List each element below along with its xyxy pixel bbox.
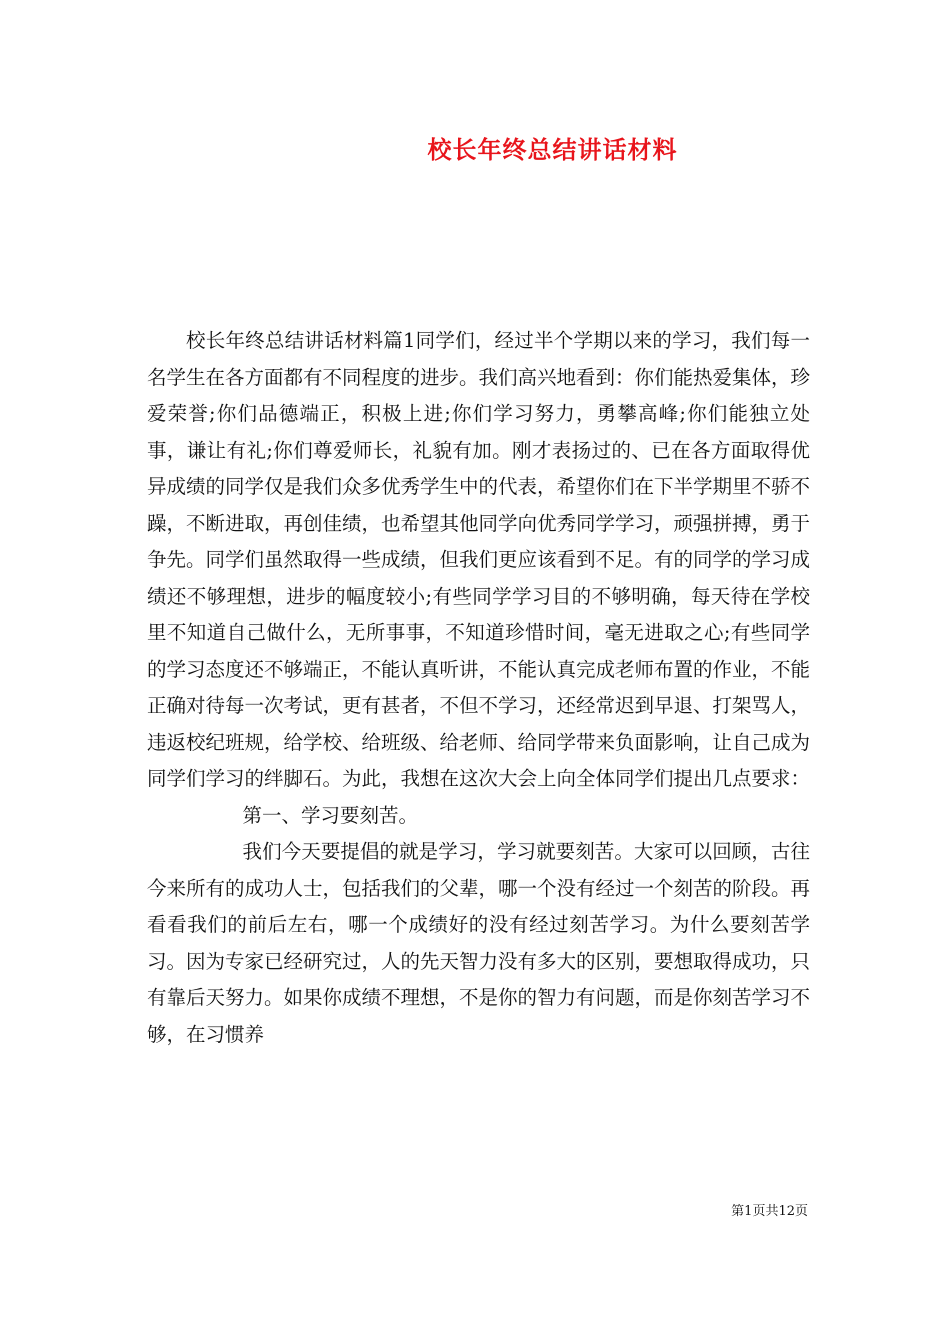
body-paragraph-2: 我们今天要提倡的就是学习，学习就要刻苦。大家可以回顾，古往今来所有的成功人士，包括我们的父辈，哪一个没有经过一个刻苦的阶段。再看看我们的前后左右，哪一个成绩好的没有经过刻苦学习。为什么要刻苦学习。因为专家已经研究过，人的先天智力没有多大的区别，要想取得成功，只有靠后天努力。如果你成绩不理想，不是你的智力有问题，而是你刻苦学习不够，在习惯养	[147, 840, 811, 1046]
document-body	[147, 323, 810, 1053]
body-paragraph-1: 校长年终总结讲话材料篇1同学们，经过半个学期以来的学习，我们每一名学生在各方面都有不同程度的进步。我们高兴地看到：你们能热爱集体，珍爱荣誉;你们品德端正，积极上进;你们学习努力，勇攀高峰;你们能独立处事，谦让有礼;你们尊爱师长，礼貌有加。刚才表扬过的、已在各方面取得优异成绩的同学仅是我们众多优秀学生中的代表，希望你们在下半学期里不骄不躁，不断进取，再创佳绩，也希望其他同学向优秀同学学习，顽强拼搏，勇于争先。同学们虽然取得一些成绩，但我们更应该看到不足。有的同学的学习成绩还不够理想，进步的幅度较小;有些同学学习目的不够明确，每天待在学校里不知道自己做什么，无所事事，不知道珍惜时间，毫无进取之心;有些同学的学习态度还不够端正，不能认真听讲，不能认真完成老师布置的作业，不能正确对待每一次考试，更有甚者，不但不学习，还经常迟到早退、打架骂人，违返校纪班规，给学校、给班级、给老师、给同学带来负面影响，让自己成为同学们学习的绊脚石。为此，我想在这次大会上向全体同学们提出几点要求：	[147, 329, 811, 790]
document-title: 校长年终总结讲话材料	[427, 135, 678, 164]
page-number-footer: 第1页共12页	[731, 1204, 808, 1219]
section-heading-1: 第一、学习要刻苦。	[242, 803, 419, 827]
